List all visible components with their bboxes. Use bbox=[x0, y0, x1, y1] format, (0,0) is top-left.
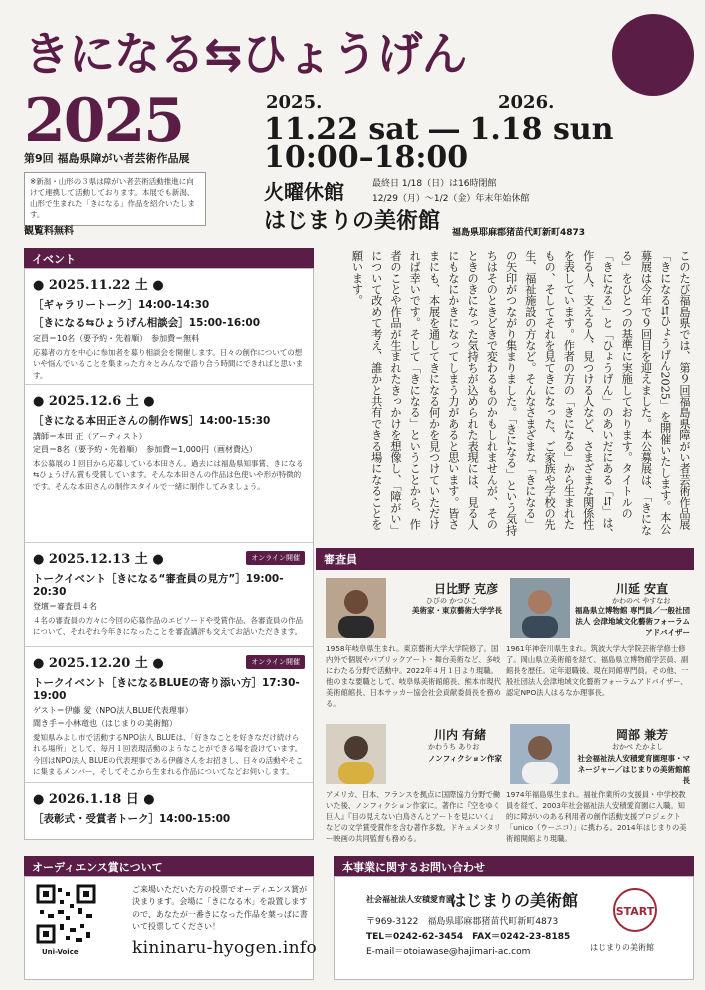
decorative-circle bbox=[612, 14, 694, 96]
audience-header: オーディエンス賞について bbox=[24, 856, 314, 878]
venue-name: はじまりの美術館 bbox=[264, 209, 441, 234]
event-item bbox=[25, 543, 313, 647]
closed-note-1: 最終日 1/18（日）は16時閉館 bbox=[372, 179, 497, 189]
opening-hours: 10:00–18:00 bbox=[264, 140, 469, 175]
judge-reading: かわうち ありお bbox=[428, 743, 480, 751]
event-meta: 登壇＝審査員４名 bbox=[33, 602, 97, 611]
closed-day: 火曜休館 bbox=[264, 180, 344, 204]
audience-text: ご来場いただいた方の投票でオーディエンス賞が決まります。会場に「きになる木」を設置しますので、あなたが一番きになった作品を葉っぱに書いて投票してください！ bbox=[132, 885, 308, 932]
contact-email[interactable]: E-mail＝otoiawase@hajimari-ac.com bbox=[366, 947, 531, 957]
exhibition-year: 2025 bbox=[24, 86, 183, 156]
event-item bbox=[25, 269, 313, 385]
event-meta: 定員＝10名（要予約・先着順） 参加費＝無料 bbox=[33, 334, 200, 343]
date-range: 11.22 sat ― 1.18 sun bbox=[264, 112, 614, 147]
event-meta: 講師＝本田 正（アーティスト） bbox=[33, 432, 147, 441]
judge-name: 日比野 克彦 bbox=[434, 582, 499, 596]
event-item bbox=[25, 385, 313, 543]
contact-address: 〒969-3122 福島県耶麻郡猪苗代町新町4873 bbox=[366, 917, 559, 927]
logo-text: START bbox=[615, 905, 655, 918]
judge-photo bbox=[326, 724, 386, 784]
judge-reading: かわのべ やすなお bbox=[612, 597, 671, 605]
event-item bbox=[25, 783, 313, 834]
event-meta: 定員＝8名（要予約・先着順） 参加費＝1,000円（画材費込） bbox=[33, 445, 257, 454]
intro-text: このたび福島県では、第９回福島県障がい者芸術作品展「きになる⇆ひょうげん2025」を開催いたします。本公募展は今年で９回目を迎えました。本公募展は、「きになる」をひとつの基準に実施しております。タイトルの「きになる」と「ひょうげん」のあいだにある「⇆」は、作る人、支える人、見つける人など、さまざまな関係性を表しています。作者の方の「きになる」から生まれたもの、そしてそれを見てきになった、ご家族や学校の先生、福祉施設の方など。そんなさまざまな「きになる」の矢印がつながり集まりました。「きになる」という気持ちはそのときどきで変わるものかもしれませんが、そのときのきになった気持ちが込められた表現には、見る人にもなにかきになってしまう力があると思います。皆さまにも、本展を通してきになる何かを見つけていただければ幸いです。そして「きになる」ということから、作者のことや作品が生まれたきっかけを想像し、「障がい」について改めて考え、誰かと共有できる場になることを願います。 bbox=[350, 250, 691, 540]
event-meta: ゲスト＝伊藤 愛（NPO法人BLUE代表理事） bbox=[33, 706, 193, 715]
judge-role: 美術家・東京藝術大学学長 bbox=[412, 606, 502, 615]
judge-bio: アメリカ、日本、フランスを拠点に国際協力分野で働いた後、ノンフィクション作家に。著作に『空をゆく巨人』『目の見えない白鳥さんとアートを見にいく』などの文学賞受賞作を含む著作多数。ドキュメンタリー映画の共同監督も務める。 bbox=[326, 790, 501, 843]
event-meta: 聞き手＝小林竜也（はじまりの美術館） bbox=[33, 719, 177, 728]
judge-name: 川延 安直 bbox=[616, 582, 669, 596]
closed-note-2: 12/29（月）～1/2（金）年末年始休館 bbox=[372, 194, 530, 205]
logo-label: はじまりの美術館 bbox=[590, 943, 654, 952]
venue-address: 福島県耶麻郡猪苗代町新町4873 bbox=[452, 228, 586, 238]
qr-code-icon bbox=[36, 884, 96, 944]
museum-name: はじまりの美術館 bbox=[450, 891, 579, 910]
judge-reading: おかべ たかよし bbox=[612, 743, 664, 751]
judge-role: ノンフィクション作家 bbox=[428, 754, 502, 763]
judge-name: 岡部 兼芳 bbox=[616, 728, 669, 742]
events-panel bbox=[24, 268, 314, 840]
event-title: ［きになる⇆ひょうげん相談会］15:00-16:00 bbox=[33, 317, 261, 329]
event-description: ４名の審査員の方々に今回の応募作品のエピソードや受賞作品、各審査員の作品について、それぞれ今年きになったことを審査講評も交えてお話いただきます。 bbox=[33, 616, 303, 637]
judge-bio: 1961年神奈川県生まれ。筑波大学大学院芸術学修士修了。岡山県立美術館を経て、福島県立博物館学芸員、副館長を歴任。定年退職後、現在同館専門員。その他、一般社団法人会津地域文化藝術フォーラムアドバイザー、認定NPO法人はるなか理事長。 bbox=[506, 644, 689, 697]
event-title: ［ギャラリートーク］14:00-14:30 bbox=[33, 299, 210, 311]
judge-role: 社会福祉法人安積愛育園理事・マネージャー／はじまりの美術館館長 bbox=[577, 754, 690, 785]
organization-name: 社会福祉法人安積愛育園 bbox=[366, 895, 454, 904]
online-badge: オンライン開催 bbox=[246, 655, 305, 669]
event-description: 応募者の方を中心に参加者を募り相談会を開催します。日々の創作についての想いや悩んでいることを集まった方々とみんなで語り合う時間にできればと思います。 bbox=[33, 348, 303, 380]
collaboration-note: ※新潟・山形の３県は障がい者芸術活動推進に向けて連携して活動しております。本展でも新潟、山形で生まれた「きになる」作品を紹介いたします。 bbox=[24, 172, 206, 226]
judge-role: 福島県立博物館 専門員／一般社団法人 会津地域文化藝術フォーラムアドバイザー bbox=[574, 606, 690, 637]
event-description: 愛知県みよし市で活動するNPO法人 BLUEは、「好きなことを好きなだけ続けられる場所」として、毎月１回表現活動のようなことができる場を設けています。今回はNPO法人 BLUEの代表理事である伊藤さんをお招きし、日々の活動やそこに集まるメンバー、そしてそこから生まれる作品についてなどお伺いします。 bbox=[33, 733, 304, 776]
event-date: ● 2026.1.18 日 ● bbox=[33, 792, 155, 807]
judge-name: 川内 有緒 bbox=[434, 728, 487, 742]
event-date: ● 2025.12.6 土 ● bbox=[33, 394, 155, 409]
museum-logo-icon bbox=[612, 884, 658, 940]
event-date: ● 2025.12.20 土 ● bbox=[33, 656, 164, 671]
qr-label: Uni-Voice bbox=[42, 948, 79, 956]
event-item bbox=[25, 647, 313, 783]
judge-bio: 1958年岐阜県生まれ。東京藝術大学大学院修了。国内外で個展やパブリックアート・舞台美術など、多岐にわたる分野で活動中。2022年４月１日より現職。他のまな要職として、岐阜県美術館館長、熊本市現代美術館館長、日本サッカー協会社会貢献委員長を務める。 bbox=[326, 644, 501, 708]
judge-photo bbox=[510, 578, 570, 638]
exhibition-title: きになる⇆ひょうげん bbox=[24, 27, 467, 81]
judges-header: 審査員 bbox=[316, 548, 694, 570]
event-title: ［表彰式・受賞者トーク］14:00-15:00 bbox=[33, 813, 231, 825]
event-description: 本公募展の１回目から応募している本田さん。過去には福島県知事賞、きになる⇆ひょうげん賞も受賞しています。そんな本田さんの作品は色使いや形が特徴的です。そんな本田さんの制作スタイルで一緒に制作してみましょう。 bbox=[33, 459, 304, 491]
contact-phone[interactable]: TEL＝0242-62-3454 FAX＝0242-23-8185 bbox=[366, 932, 571, 942]
website-link[interactable]: kininaru-hyogen.info bbox=[132, 938, 318, 958]
online-badge: オンライン開催 bbox=[246, 551, 305, 565]
start-year: 2025. bbox=[266, 92, 323, 113]
event-title: トークイベント［きになる“審査員の見方”］19:00-20:30 bbox=[33, 573, 284, 598]
events-header: イベント bbox=[24, 248, 314, 270]
judge-photo bbox=[326, 578, 386, 638]
exhibition-subtitle: 第9回 福島県障がい者芸術作品展 bbox=[24, 152, 190, 165]
judge-photo bbox=[510, 724, 570, 784]
event-title: ［きになる本田正さんの制作WS］14:00-15:30 bbox=[33, 415, 271, 427]
event-title: トークイベント［きになるBLUEの寄り添い方］17:30-19:00 bbox=[33, 677, 300, 702]
contact-header: 本事業に関するお問い合わせ bbox=[334, 856, 694, 878]
event-date: ● 2025.12.13 土 ● bbox=[33, 552, 164, 567]
event-date: ● 2025.11.22 土 ● bbox=[33, 278, 164, 293]
admission-text: 観覧料無料 bbox=[24, 226, 74, 237]
closed-notes bbox=[372, 177, 529, 208]
judge-reading: ひびの かつひこ bbox=[426, 597, 478, 605]
judge-bio: 1974年福島県生まれ。福祉作業所の支援員・中学校教員を経て、2003年社会福祉法人安積愛育園に入職。知的に障がいのある利用者の創作活動支援プロジェクト「unico（ウーニコ）」に携わる。2014年はじまりの美術館開館より現職。 bbox=[506, 790, 687, 843]
end-year: 2026. bbox=[498, 92, 555, 113]
